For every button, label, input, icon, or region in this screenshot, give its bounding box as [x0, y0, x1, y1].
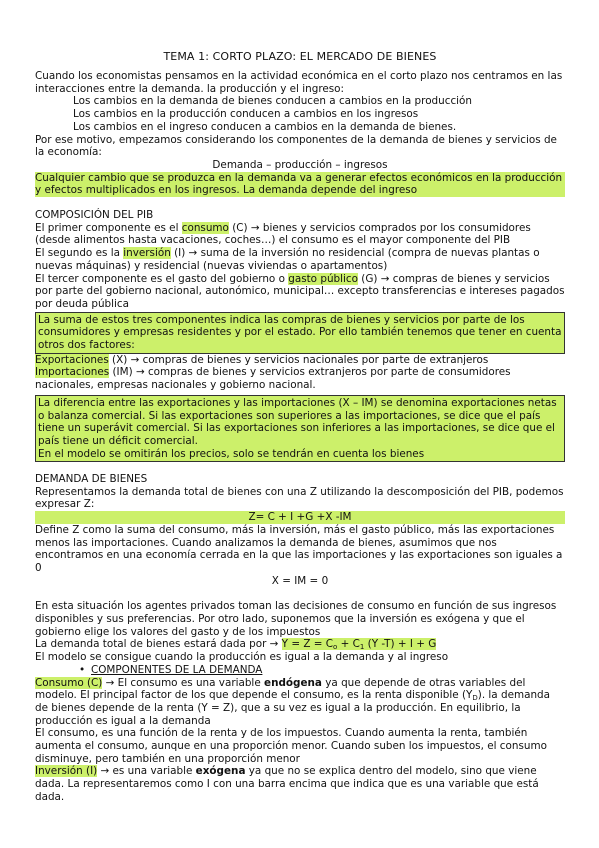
- demanda-paragraph-3: En esta situación los agentes privados toman las decisiones de consumo en función de sus ingresos disponibles y sus preferencias. Por otro lado, suponemos que la inversión es exógena y que el gobierno elige los valores del gasto y de los impuestos: [35, 600, 557, 638]
- exportaciones-paragraph: Exportaciones (X) → compras de bienes y servicios nacionales por parte de extranjeros: [35, 353, 489, 366]
- demand-formula: Demanda – producción – ingresos: [212, 158, 388, 171]
- inversion-i-paragraph: Inversión (I) → es una variable exógena ya que no se explica dentro del modelo, sino que viene dada. La representaremos como I con una barra encima que indica que es una variable que está dada.: [35, 765, 539, 803]
- summary-box: La suma de estos tres componentes indica las compras de bienes y servicios por parte de los consumidores y empresas residentes y por el estado. Por ello también tenemos que tener en cuenta otros dos factores:: [35, 312, 565, 354]
- gasto-paragraph: El tercer componente es el gasto del gobierno o gasto público (G) → compras de bienes y servicios por parte del gobierno nacional, autonómico, municipal… excepto transferencias e intereses pagados por deuda pública: [35, 272, 565, 310]
- xim-formula: X = IM = 0: [271, 574, 329, 587]
- inversion-i-highlight: Inversión (I): [35, 765, 98, 778]
- demanda-total-paragraph: La demanda total de bienes estará dada por → $Y = Z = C_o + C_1$ (Y -T) + I + G: [35, 638, 437, 652]
- equilibrio-paragraph: El modelo se consigue cuando la producción es igual a la demanda y al ingreso: [35, 651, 449, 664]
- bullet-icon: •: [79, 663, 86, 676]
- exportaciones-highlight: Exportaciones: [35, 353, 109, 366]
- demanda-paragraph-2: Define Z como la suma del consumo, más la inversión, más el gasto público, más las exportaciones menos las importaciones. Cuando analizamos la demanda de bienes, asumimos que nos encontramos en una economía cerrada en la que las importaciones y las exportaciones son iguales a 0: [35, 523, 563, 574]
- intro-paragraph: Cuando los economistas pensamos en la actividad económica en el corto plazo nos centramos en las interacciones entre la demanda. la producción y el ingreso:: [35, 70, 563, 95]
- precios-note: En el modelo se omitirán los precios, solo se tendrán en cuenta los bienes: [38, 447, 425, 460]
- demanda-section: [35, 473, 565, 804]
- highlight-note: Cualquier cambio que se produzca en la demanda va a generar efectos económicos en la producción y efectos multiplicados en los ingresos. La demanda depende del ingreso: [35, 172, 565, 197]
- consumo-c-paragraph: Consumo (C) → El consumo es una variable endógena ya que depende de otras variables del modelo. El principal factor de los que depende el consumo, es la renta disponible $(Y_D)$. la demanda de bienes depende de la renta (Y = Z), que a su vez es igual a la producción. En equilibrio, la producción es igual a la demanda: [35, 676, 551, 727]
- consumo-highlight: consumo: [181, 221, 229, 234]
- section-heading: DEMANDA DE BIENES: [35, 473, 148, 485]
- consumo-funcion-paragraph: El consumo, es una función de la renta y de los impuestos. Cuando aumenta la renta, también aumenta el consumo, aunque en una proporción menor. Cuando suben los impuestos, el consumo disminuye, pero también en una proporción menor: [35, 727, 547, 765]
- bullet-item: [35, 664, 565, 677]
- page-title: TEMA 1: CORTO PLAZO: EL MERCADO DE BIENES: [163, 50, 437, 63]
- intro-paragraph-2: Por ese motivo, empezamos considerando los componentes de la demanda de bienes y servicios de la economía:: [35, 133, 557, 159]
- intro-list-item: Los cambios en la demanda de bienes conducen a cambios en la producción: [73, 95, 472, 108]
- gasto-highlight: gasto público: [288, 272, 358, 285]
- inversion-paragraph: El segundo es la inversión (I) → suma de la inversión no residencial (compra de nuevas plantas o nuevas máquinas) y residencial (nuevas viviendas o apartamentos): [35, 247, 540, 272]
- consumo-paragraph: El primer componente es el consumo (C) → bienes y servicios comprados por los consumidores (desde alimentos hasta vacaciones, coches…) el consumo es el mayor componente del PIB: [35, 221, 531, 247]
- demanda-paragraph-1: Representamos la demanda total de bienes con una Z utilizando la descomposición del PIB, podemos expresar Z:: [35, 485, 564, 511]
- z-formula: Z= C + I +G +X -IM: [35, 511, 565, 524]
- intro-section: [35, 70, 565, 197]
- importaciones-highlight: Importaciones: [35, 366, 110, 379]
- intro-list-item: Los cambios en la producción conducen a cambios en los ingresos: [73, 108, 419, 121]
- bullet-heading: COMPONENTES DE LA DEMANDA: [91, 663, 263, 676]
- inversion-highlight: inversión: [123, 247, 171, 260]
- composicion-section: [35, 209, 565, 462]
- y-formula: $Y = Z = C_o + C_1$ (Y -T) + I + G: [281, 638, 437, 652]
- consumo-c-highlight: Consumo (C): [35, 676, 103, 689]
- importaciones-paragraph: Importaciones (IM) → compras de bienes y servicios extranjeros por parte de consumidores nacionales, empresas nacionales y gobierno nacional.: [35, 366, 511, 392]
- intro-list-item: Los cambios en el ingreso conducen a cambios en la demanda de bienes.: [73, 120, 457, 133]
- section-heading: COMPOSICIÓN DEL PIB: [35, 209, 154, 221]
- balanza-box: [35, 395, 565, 463]
- balanza-text: La diferencia entre las exportaciones y las importaciones (X – IM) se denomina exportaciones netas o balanza comercial. Si las exportaciones son superiores a las importaciones, se dice que el país tiene un superávit comercial. Si las exportaciones son inferiores a las importaciones, se dice que el país tiene un déficit comercial.: [38, 396, 557, 447]
